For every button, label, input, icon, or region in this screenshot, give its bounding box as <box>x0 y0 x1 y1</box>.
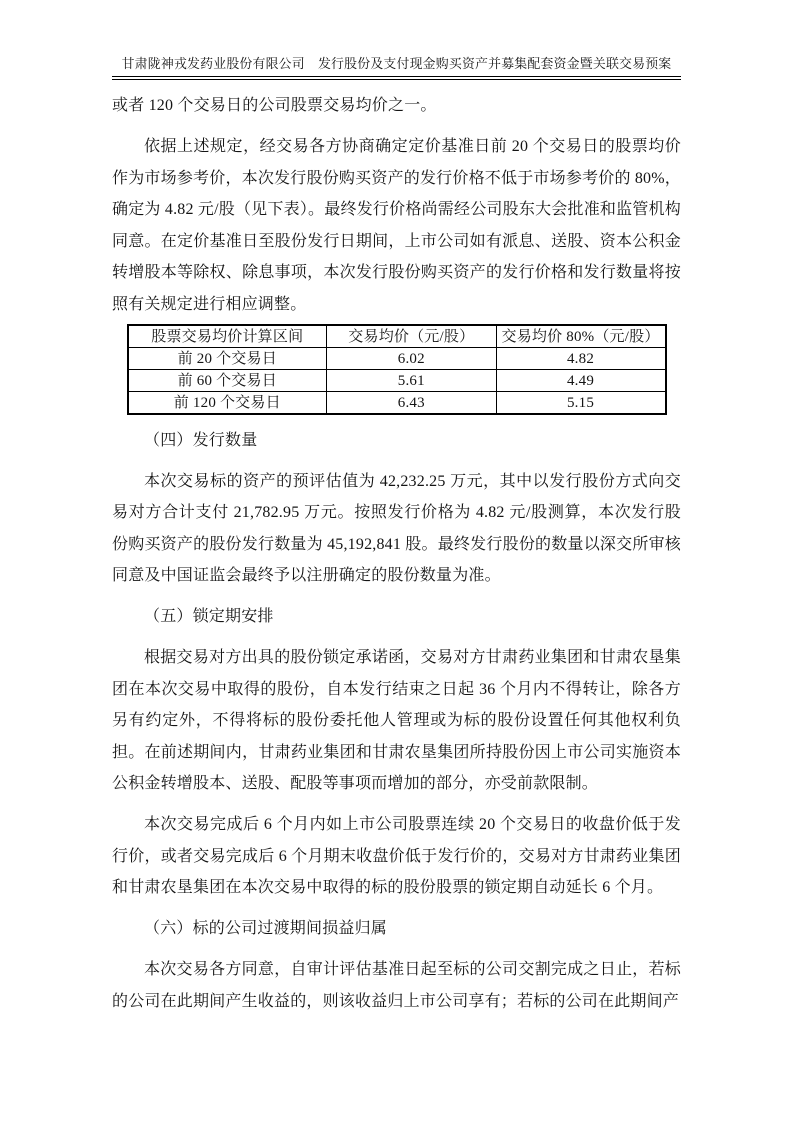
section-heading-lockup: （五）锁定期安排 <box>144 608 274 625</box>
paragraph-lockup-1: 根据交易对方出具的股份锁定承诺函，交易对方甘肃药业集团和甘肃农垦集团在本次交易中取得的股份，自本发行结束之日起 36 个月内不得转让，除各方另有约定外，不得将标的股份委托他人管理或为标的股份设置任何其他权利负担。在前述期间内，甘肃药业集团和甘肃农垦集团所持股份因上市公司实施资本公积金转增股本、送股、配股等事项而增加的部分，亦受前款限制。 <box>112 649 681 792</box>
page-header-title: 甘肃陇神戎发药业股份有限公司 发行股份及支付现金购买资产并募集配套资金暨关联交易预案 <box>121 57 672 71</box>
paragraph-transition-pl: 本次交易各方同意，自审计评估基准日起至标的公司交割完成之日止，若标的公司在此期间产生收益的，则该收益归上市公司享有；若标的公司在此期间产 <box>112 961 681 1010</box>
paragraph-carryover: 或者 120 个交易日的公司股票交易均价之一。 <box>112 97 437 114</box>
table-cell-interval: 前 60 个交易日 <box>128 370 327 392</box>
paragraph-issue-quantity: 本次交易标的资产的预评估值为 42,232.25 万元，其中以发行股份方式向交易对方合计支付 21,782.95 万元。按照发行价格为 4.82 元/股测算，本次发行股份购买资产的股份发行数量为 45,192,841 股。最终发行股份的数量以深交所审核同意及中国证监会最终予以注册确定的股份数量为准。 <box>112 472 681 584</box>
table-row <box>128 348 666 370</box>
table-cell-interval: 前 120 个交易日 <box>128 392 327 415</box>
price-table-header-row <box>128 325 666 348</box>
table-header-interval: 股票交易均价计算区间 <box>128 325 327 348</box>
table-cell-avg-price-80: 5.15 <box>496 392 665 415</box>
table-cell-interval: 前 20 个交易日 <box>128 348 327 370</box>
table-cell-avg-price-80: 4.49 <box>496 370 665 392</box>
table-cell-avg-price: 6.02 <box>327 348 496 370</box>
table-row <box>128 392 666 415</box>
paragraph-lockup-2: 本次交易完成后 6 个月内如上市公司股票连续 20 个交易日的收盘价低于发行价，或者交易完成后 6 个月期末收盘价低于发行价的，交易对方甘肃药业集团和甘肃农垦集团在本次交易中取得的标的股份股票的锁定期自动延长 6 个月。 <box>112 816 681 896</box>
section-heading-issue-quantity: （四）发行数量 <box>144 431 258 449</box>
page-header <box>112 0 681 80</box>
table-row <box>128 370 666 392</box>
table-header-avg-price: 交易均价（元/股） <box>327 325 496 348</box>
price-table <box>127 324 667 415</box>
document-body <box>112 90 681 1017</box>
table-cell-avg-price: 5.61 <box>327 370 496 392</box>
table-cell-avg-price-80: 4.82 <box>496 348 665 370</box>
section-heading-transition-pl: （六）标的公司过渡期间损益归属 <box>144 920 388 937</box>
table-cell-avg-price: 6.43 <box>327 392 496 415</box>
table-header-avg-price-80: 交易均价 80%（元/股） <box>496 325 665 348</box>
paragraph-pricing: 依据上述规定，经交易各方协商确定定价基准日前 20 个交易日的股票均价作为市场参考价，本次发行股份购买资产的发行价格不低于市场参考价的 80%，确定为 4.82 元/股（见下表）。最终发行价格尚需经公司股东大会批准和监管机构同意。在定价基准日至股份发行日期间，上市公司如有派息、送股、资本公积金转增股本等除权、除息事项，本次发行股份购买资产的发行价格和发行数量将按照有关规定进行相应调整。 <box>112 138 681 313</box>
